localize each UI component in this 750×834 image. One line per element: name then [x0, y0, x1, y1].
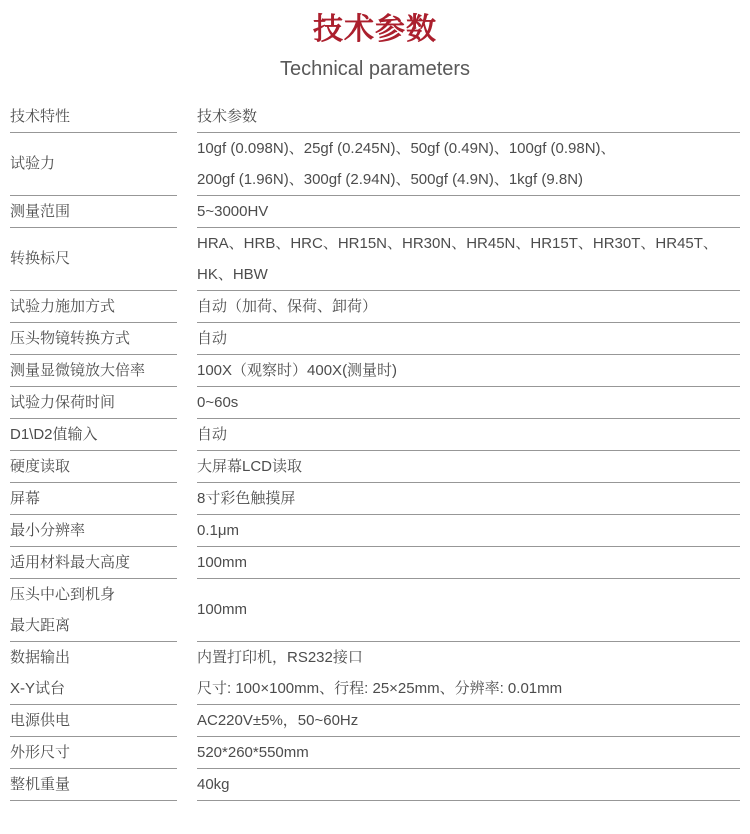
row-label: 试验力 — [10, 133, 177, 196]
row-value: 0~60s — [197, 387, 740, 419]
table-row — [10, 196, 740, 228]
row-value: 0.1μm — [197, 515, 740, 547]
table-row — [10, 769, 740, 801]
table-row — [10, 515, 740, 547]
table-row — [10, 579, 740, 642]
row-value: 尺寸: 100×100mm、行程: 25×25mm、分辨率: 0.01mm — [197, 673, 740, 705]
row-label: 适用材料最大高度 — [10, 547, 177, 579]
row-label: 转换标尺 — [10, 228, 177, 291]
row-label: 电源供电 — [10, 705, 177, 737]
row-value: 大屏幕LCD读取 — [197, 451, 740, 483]
row-label: 最小分辨率 — [10, 515, 177, 547]
table-row — [10, 451, 740, 483]
row-value: 自动 — [197, 323, 740, 355]
table-row — [10, 133, 740, 196]
row-label: 压头物镜转换方式 — [10, 323, 177, 355]
row-label: X-Y试台 — [10, 673, 177, 705]
row-label: 整机重量 — [10, 769, 177, 801]
row-value: 技术参数 — [197, 101, 740, 133]
table-row — [10, 483, 740, 515]
row-value: HRA、HRB、HRC、HR15N、HR30N、HR45N、HR15T、HR30T、HR45T、 HK、HBW — [197, 228, 740, 291]
row-value: 520*260*550mm — [197, 737, 740, 769]
table-row — [10, 547, 740, 579]
row-value: 100X（观察时）400X(测量时) — [197, 355, 740, 387]
table-row — [10, 705, 740, 737]
row-value: AC220V±5%，50~60Hz — [197, 705, 740, 737]
row-label: 试验力保荷时间 — [10, 387, 177, 419]
row-value: 5~3000HV — [197, 196, 740, 228]
table-row — [10, 101, 740, 133]
row-value: 100mm — [197, 579, 740, 642]
page-subtitle: Technical parameters — [279, 57, 471, 80]
row-value: 100mm — [197, 547, 740, 579]
table-row — [10, 642, 740, 673]
table-row — [10, 419, 740, 451]
row-label: 硬度读取 — [10, 451, 177, 483]
table-row — [10, 323, 740, 355]
table-row — [10, 387, 740, 419]
table-row — [10, 737, 740, 769]
row-value: 内置打印机，RS232接口 — [197, 648, 363, 666]
row-label: 屏幕 — [10, 483, 177, 515]
page-header — [0, 0, 750, 81]
spec-table — [10, 101, 740, 801]
page-title: 技术参数 — [313, 13, 437, 46]
row-label: 测量显微镜放大倍率 — [10, 355, 177, 387]
row-label: 外形尺寸 — [10, 737, 177, 769]
row-label: 数据输出 — [10, 648, 71, 666]
row-value: 自动 — [197, 419, 740, 451]
table-row — [10, 355, 740, 387]
table-row — [10, 291, 740, 323]
row-label: 技术特性 — [10, 101, 177, 133]
row-value: 8寸彩色触摸屏 — [197, 483, 740, 515]
row-label: 测量范围 — [10, 196, 177, 228]
row-value: 10gf (0.098N)、25gf (0.245N)、50gf (0.49N)、100gf (0.98N)、 200gf (1.96N)、300gf (2.94N)、500gf (4.9N)、1kgf (9.8N) — [197, 133, 740, 196]
row-value: 40kg — [197, 769, 740, 801]
table-row — [10, 228, 740, 291]
row-label: D1\D2值输入 — [10, 419, 177, 451]
row-label: 试验力施加方式 — [10, 291, 177, 323]
table-row — [10, 673, 740, 705]
row-label: 压头中心到机身 最大距离 — [10, 579, 177, 642]
row-value: 自动（加荷、保荷、卸荷） — [197, 291, 740, 323]
